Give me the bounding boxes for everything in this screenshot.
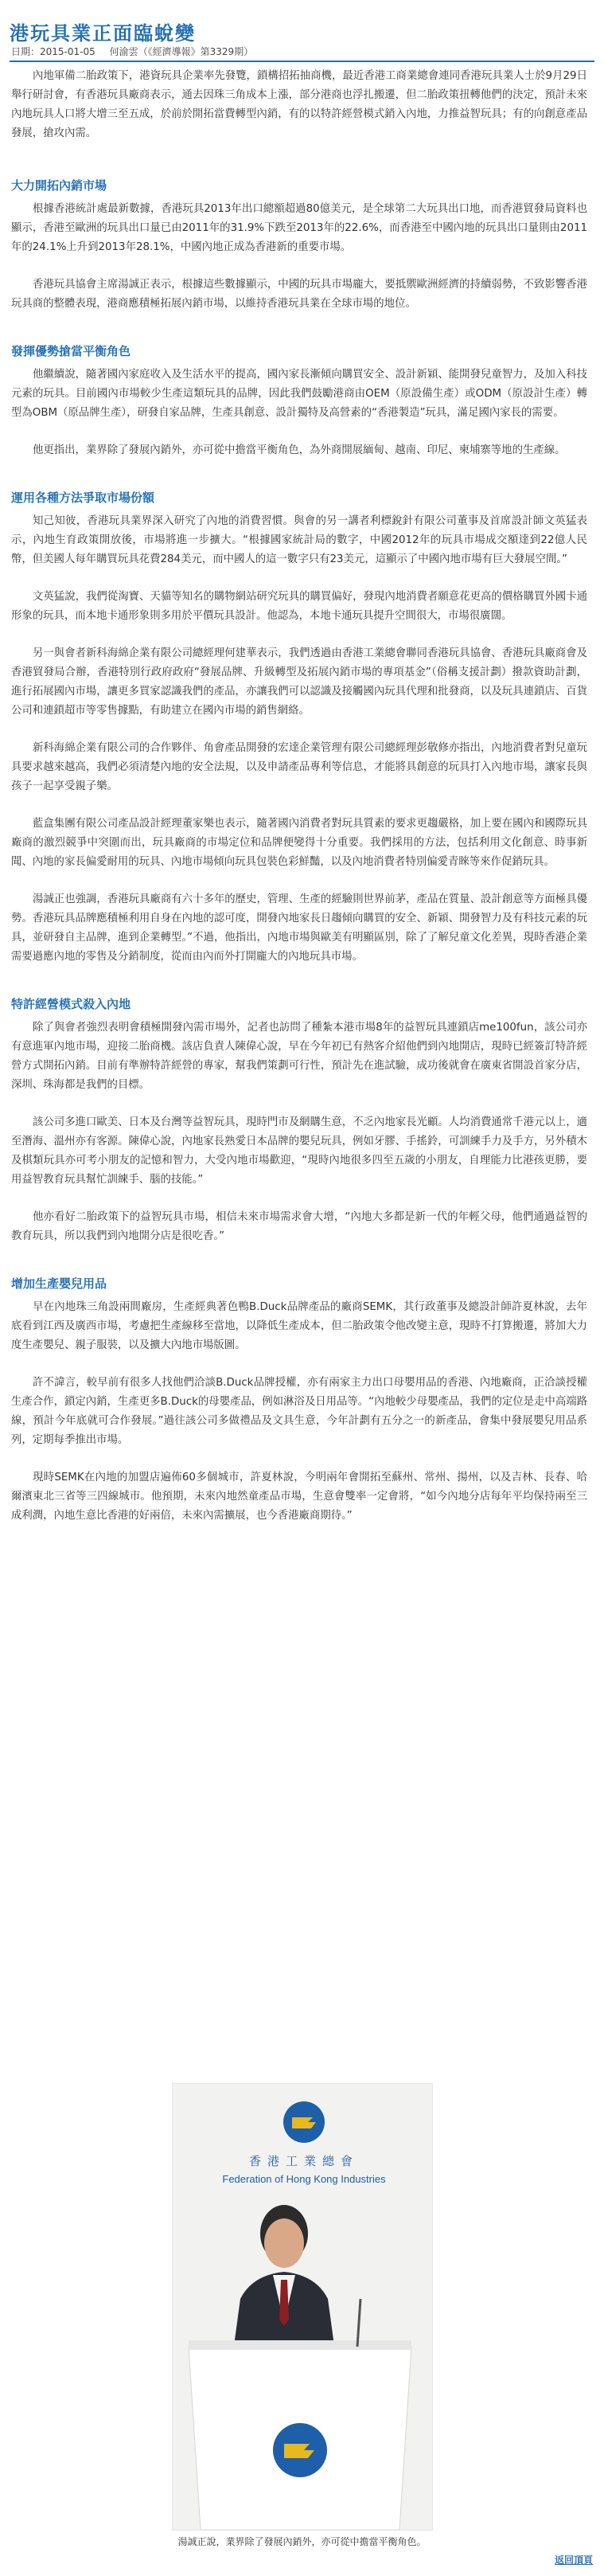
back-to-top-link[interactable]: 返回頂頁 xyxy=(554,2555,593,2566)
paragraph: 早在內地珠三角設兩間廠房，生產經典著色鴨B.Duck品牌產品的廠商SEMK，其行政董事及總設計師許夏林說，去年底看到江西及廣西市場，考慮把生產線移至當地，以降低生產成本，但二胎政策令他改變主意，現時不打算搬遷，將加大力度生產嬰兒、親子服裝，以及擴大內地市場版圖。 xyxy=(11,1301,587,1351)
section-heading: 發揮優勢搶當平衡角色 xyxy=(11,344,131,358)
section xyxy=(11,995,587,1246)
paragraph: 湯誠正也強調，香港玩具廠商有六十多年的歷史，管理、生產的經驗則世界前茅，產品在質量、設計創意等方面極具優勢。香港玩具品牌應積極利用自身在內地的認可度，開發內地家長日趨傾向購買的安全、新穎、開發智力及有科技元素的玩具，並研發自主品牌，進到企業轉型。”不過，他指出，內地市場與歐美有明顯區別，除了了解兒童文化差異，現時香港企業需要過應內地的零售及分銷制度，從而由內而外打開龐大的內地玩具市場。 xyxy=(11,893,587,963)
paragraph: 香港玩具協會主席湯誠正表示，根據這些數據顯示，中國的玩具市場龐大，要抵禦歐洲經濟的持續弱勢，不致影響香港玩具商的整體表現，港商應積極拓展內銷市場，以維持香港玩具業在全球市場的地位。 xyxy=(11,279,587,310)
article-title: 港玩具業正面臨蛻變 xyxy=(10,22,196,45)
paragraph: 他亦看好二胎政策下的益智玩具市場，相信未來市場需求會大增，“內地大多都是新一代的年輕父母，他們通過益智的教育玩具，所以我們到內地開分店是很吃香。” xyxy=(11,1211,587,1242)
section-heading: 增加生產嬰兒用品 xyxy=(11,1276,107,1291)
paragraph: 文英猛說，我們從淘寶、天貓等知名的購物網站研究玩具的購買偏好，發現內地消費者願意花更高的價格購買外國卡通形象的玩具，而本地卡通形象則多用於平價玩具設計。他認為，本地卡通玩具提升空間很大，市場很廣闊。 xyxy=(11,591,587,622)
article-body xyxy=(11,67,587,1526)
article-author: 何渝雲（《經濟導報》第3329期） xyxy=(109,46,254,57)
organization-logo-icon xyxy=(283,2101,325,2143)
section xyxy=(11,489,587,967)
title-divider xyxy=(10,61,594,62)
paragraph: 另一與會者新科海綿企業有限公司總經理何建華表示，我們透過由香港工業總會聯同香港玩具協會、香港玩具廠商會及香港貿發局合辦，香港特別行政府政府“發展品牌、升級轉型及拓展內銷市場的專項基金”（俗稱支援計劃）撥款資助計劃，進行拓展國內市場，讓更多買家認識我們的產品，亦讓我們可以認識及接觸國內玩具代理和批發商，以及玩具連鎖店、百貨公司和連鎖超市等零售據點，有助建立在國內市場的銷售網絡。 xyxy=(11,647,587,717)
paragraph: 藍盒集團有限公司產品設計經理董家樂也表示，隨著國內消費者對玩具質素的要求更趨嚴格，加上要在國內和國際玩具廠商的激烈競爭中突圍而出，玩具廠商的市場定位和品牌便變得十分重要。我們採用的方法，包括利用文化創意、時事新聞、內地的家長偏愛耐用的玩具、內地市場傾向玩具包裝色彩鮮豔，以及內地消費者特別偏愛青睞等來作促銷玩具。 xyxy=(11,818,587,868)
paragraph: 新科海綿企業有限公司的合作夥伴、角會產品開發的宏達企業管理有限公司總經理彭敬修亦指出，內地消費者對兒童玩具要求越來越高，我們必須清楚內地的安全法規，以及申請產品專利等信息，才能將具創意的玩具打入內地市場，讓家長與孩子一起享受親子樂。 xyxy=(11,742,587,792)
paragraph: 他繼續說，隨著國內家庭收入及生活水平的提高，國內家長漸傾向購買安全、設計新穎、能開發兒童智力，及加入科技元素的玩具。目前國內市場較少生產這類玩具的品牌，因此我們鼓勵港商由OEM（原設備生產）或ODM（原設計生產）轉型為OBM（原品牌生產），研發自家品牌，生產具創意、設計獨特及高營素的“香港製造”玩具，滿足國內家長的需要。 xyxy=(11,369,587,419)
backdrop-org-english: Federation of Hong Kong Industries xyxy=(222,2173,386,2185)
paragraph: 知己知彼，香港玩具業界深入研究了內地的消費習慣。與會的另一講者利標銳針有限公司董事及首席設計師文英猛表示，內地生育政策開放後，市場將進一步擴大。“根據國家統計局的數字，中國2012年的玩具市場成交額達到22億人民幣，但美國人每年購買玩具花費284美元，而中國人的這一數字只有23美元，這顯示了中國內地市場有巨大發展空間。” xyxy=(11,515,587,565)
lectern xyxy=(189,2340,411,2530)
paragraph: 許不諱言，較早前有很多人找他們洽談B.Duck品牌授權，亦有兩家主力出口母嬰用品的香港、內地廠商，正洽談授權生產合作，鎖定內銷，生產更多B.Duck的母嬰產品，例如淋浴及日用品等。“內地較少母嬰產品，我們的定位是走中高端路線，預計今年底就可合作發展。”過往該公司多做禮品及文具生意，今年計劃有五分之一的新產品，會集中發展嬰兒用品系列，定期每季推出市場。 xyxy=(11,1377,587,1446)
section xyxy=(11,342,587,460)
paragraph: 根據香港統計處最新數據，香港玩具2013年出口總額超過80億美元，是全球第二大玩具出口地，而香港貿發局資料也顯示，香港至歐洲的玩具出口量已由2011年的31.9%下跌至2013年的22.6%，而香港至中國內地的玩具出口量則由2011年的24.1%上升到2013年28.1%，中國內地正成為香港新的重要市場。 xyxy=(11,203,587,253)
paragraph: 內地軍備二胎政策下，港資玩具企業率先發覽，鎖構招拓抽商機，最近香港工商業總會連同香港玩具業人士於9月29日舉行研討會，有香港玩具廠商表示，通去因珠三角成本上漲，部分港商也浮扎搬遷，但二胎政策扭轉他們的決定，預計未來內地玩具人口將大增三至五成，於前於開拓當費轉型內銷，有的以特許經營模式銷入內地，力推益智玩具；有的向創意產品發展，搶攻內需。 xyxy=(11,70,587,139)
backdrop-org-chinese: 香港工業總會 xyxy=(248,2154,360,2168)
paragraph: 該公司多進口歐美、日本及台灣等益智玩具，現時門市及網購生意，不乏內地家長光顧。人均消費通常千港元以上，適至潛海、溫州亦有客源。陳偉心說，內地家長熟愛日本品牌的嬰兒玩具，例如牙膠、手搖鈴，可訓練手力及手方，另外積木及棋類玩具亦可考小朋友的記憶和智力，大受內地市場歡迎，“現時內地很多四至五歲的小朋友，自理能力比港孩更勝，要用益智教育玩具幫忙訓練手、腦的技能。” xyxy=(11,1116,587,1186)
article-photo xyxy=(172,2083,433,2531)
section-heading: 運用各種方法爭取市場份額 xyxy=(11,491,155,505)
speaker-photo-illustration xyxy=(173,2084,432,2530)
paragraph: 他更指出，業界除了發展內銷外，亦可從中擔當平衡角色，為外商開展緬甸、越南、印尼、柬埔寨等地的生產線。 xyxy=(33,444,566,456)
section-heading: 大力開拓內銷市場 xyxy=(11,178,107,193)
section xyxy=(11,177,587,314)
photo-caption: 湯誠正說，業界除了發展內銷外，亦可從中擔當平衡角色。 xyxy=(177,2536,427,2547)
article-date: 日期：2015-01-05 xyxy=(11,46,95,57)
section-intro xyxy=(11,67,587,143)
section-heading: 特許經營模式殺入內地 xyxy=(11,997,131,1011)
article-meta xyxy=(11,45,264,58)
paragraph: 除了與會者強烈表明會積極開發內需市場外，記者也訪問了種紮本港市場8年的益智玩具連鎖店me100fun，該公司亦有意進軍內地市場，迎接二胎商機。該店負責人陳偉心說，早在今年初已有熱客介紹他們到內地開店，現時已經簽訂特許經營方式開拓內銷。目前有準辦特許經營的專家，幫我們策劃可行性，預計先在進試驗，成功後就會在廣東省開設首家分店，深圳、珠海都是我們的目標。 xyxy=(11,1022,587,1091)
section xyxy=(11,1275,587,1526)
paragraph: 現時SEMK在內地的加盟店遍佈60多個城市，許夏林說，今明兩年會開拓至蘇州、常州、揚州，以及吉林、長春、哈爾濱東北三省等三四線城市。他預期，未來內地然童產品市場，生意會雙率一定會將，“如今內地分店每年平均保持兩至三成利潤，內地生意比香港的好兩倍，未來內需擴展，也今香港廠商期待。” xyxy=(11,1472,587,1522)
